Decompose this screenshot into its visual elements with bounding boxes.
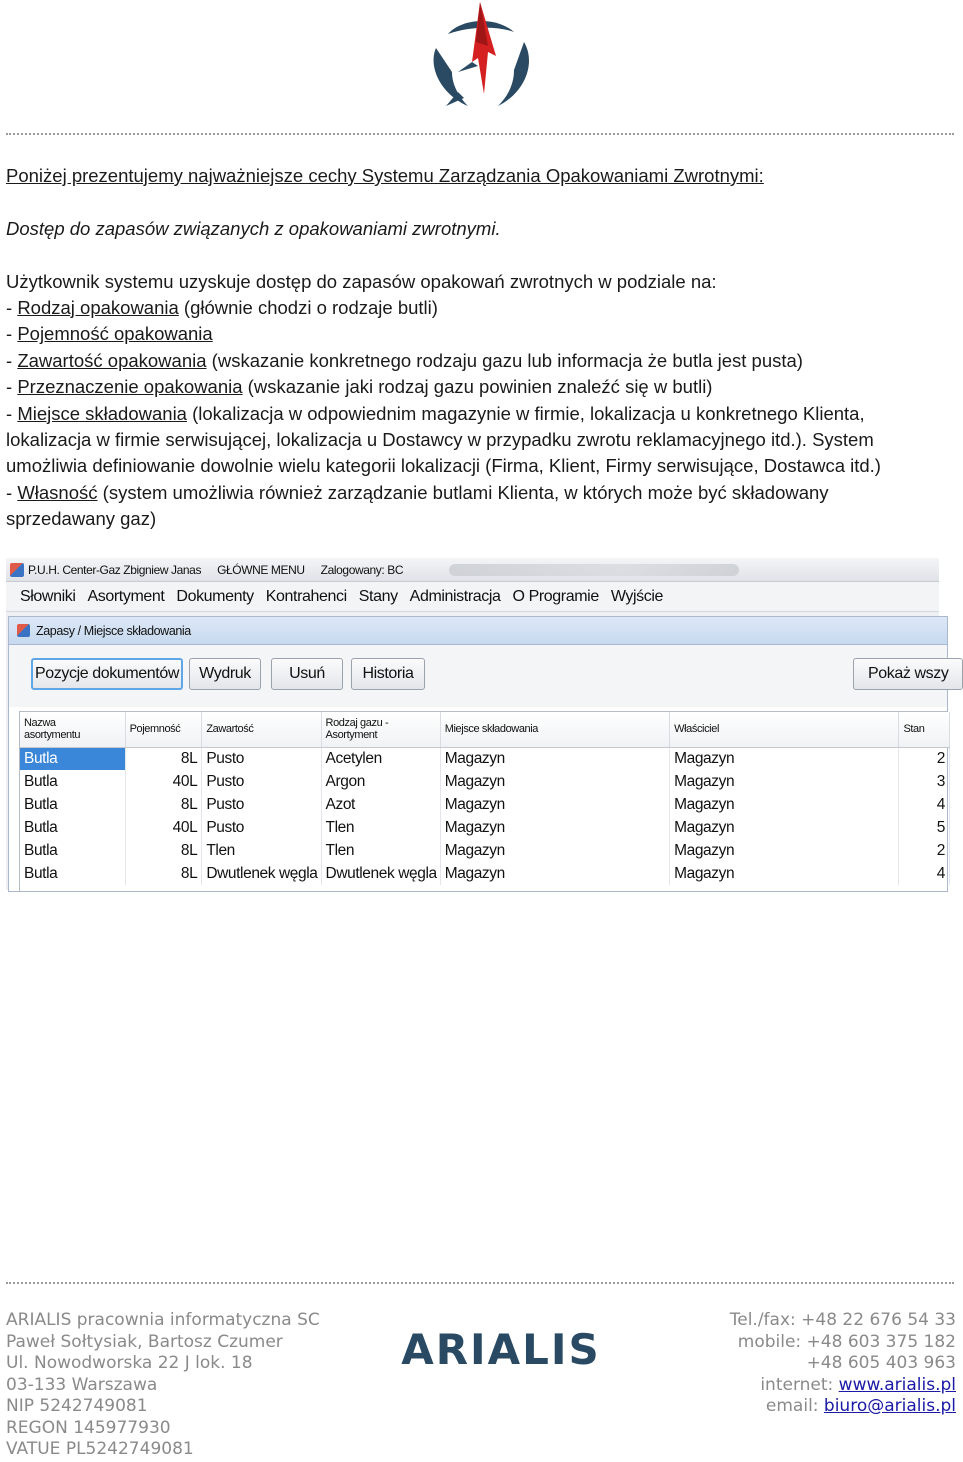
cell-content[interactable]: Pusto — [202, 747, 321, 770]
feature-term: Przeznaczenie opakowania — [17, 376, 243, 398]
feature-item: - Przeznaczenie opakowania (wskazanie jaki rodzaj gazu powinien znaleźć się w butli) — [6, 376, 713, 398]
cell-capacity[interactable]: 8L — [125, 839, 202, 862]
company-city: 03-133 Warszawa — [6, 1374, 158, 1395]
company-address — [6, 1310, 320, 1461]
app-titlebar — [6, 558, 939, 582]
cell-content[interactable]: Tlen — [202, 839, 321, 862]
cell-name[interactable]: Butla — [20, 816, 125, 839]
cell-name[interactable]: Butla — [20, 770, 125, 793]
feature-term: Zawartość opakowania — [17, 349, 207, 371]
menu-item-stany[interactable]: Stany — [358, 587, 398, 605]
page-footer — [6, 1310, 956, 1460]
cell-location[interactable]: Magazyn — [440, 839, 669, 862]
menu-item-wyjscie[interactable]: Wyjście — [610, 587, 663, 605]
cell-gas-type[interactable]: Tlen — [321, 839, 440, 862]
cell-gas-type[interactable]: Argon — [321, 770, 440, 793]
delete-button[interactable]: Usuń — [271, 658, 343, 690]
cell-name[interactable]: Butla — [20, 747, 125, 770]
table-row[interactable] — [20, 770, 950, 793]
cell-capacity[interactable]: 8L — [125, 862, 202, 885]
inventory-table — [20, 712, 950, 885]
contact-internet: internet: www.arialis.pl — [760, 1374, 956, 1395]
cell-gas-type[interactable]: Tlen — [321, 816, 440, 839]
email-link[interactable]: biuro@arialis.pl — [823, 1396, 956, 1416]
inventory-window — [8, 616, 948, 892]
column-header-owner[interactable]: Właściciel — [670, 712, 899, 747]
feature-item: - Miejsce składowania (lokalizacja w odpowiednim magazynie w firmie, lokalizacja u konkretnego Klienta, — [6, 402, 865, 424]
inventory-grid — [19, 711, 947, 891]
feature-continuation: umożliwia definiowanie dowolnie wielu kategorii lokalizacji (Firma, Klient, Firmy serwisujące, Dostawca itd.) — [6, 455, 881, 477]
cell-owner[interactable]: Magazyn — [670, 770, 899, 793]
contact-mobile-1: mobile: +48 603 375 182 — [737, 1331, 956, 1352]
company-street: Ul. Nowodworska 22 J lok. 18 — [6, 1353, 253, 1373]
show-all-button[interactable]: Pokaż wszy — [853, 658, 963, 690]
cell-capacity[interactable]: 40L — [125, 816, 202, 839]
feature-continuation: sprzedawany gaz) — [6, 508, 157, 530]
feature-continuation: lokalizacja w firmie serwisującej, lokalizacja u Dostawcy w przypadku zwrotu reklamacyjnego itd.). System — [6, 429, 874, 451]
cell-location[interactable]: Magazyn — [440, 747, 669, 770]
column-header-content[interactable]: Zawartość — [202, 712, 321, 747]
window-title: Zapasy / Miejsce składowania — [36, 623, 191, 638]
cell-gas-type[interactable]: Acetylen — [321, 747, 440, 770]
contact-phone: Tel./fax: +48 22 676 54 33 — [729, 1310, 956, 1330]
cell-owner[interactable]: Magazyn — [670, 816, 899, 839]
contact-mobile-2: +48 605 403 963 — [806, 1353, 956, 1373]
app-icon — [10, 563, 24, 577]
cell-stock[interactable]: 4 — [899, 862, 950, 885]
app-company-name: P.U.H. Center-Gaz Zbigniew Janas — [28, 562, 202, 577]
cell-content[interactable]: Pusto — [202, 770, 321, 793]
feature-term: Własność — [17, 481, 98, 503]
feature-item: - Rodzaj opakowania (głównie chodzi o rodzaje butli) — [6, 297, 438, 318]
cell-stock[interactable]: 4 — [899, 793, 950, 816]
cell-location[interactable]: Magazyn — [440, 770, 669, 793]
column-header-gas-type[interactable]: Rodzaj gazu - Asortyment — [321, 712, 440, 747]
inventory-toolbar — [9, 645, 947, 707]
cell-location[interactable]: Magazyn — [440, 862, 669, 885]
cell-stock[interactable]: 2 — [899, 839, 950, 862]
feature-term: Pojemność opakowania — [17, 323, 213, 345]
arialis-logo-icon — [386, 1325, 616, 1374]
cell-location[interactable]: Magazyn — [440, 793, 669, 816]
menu-item-dokumenty[interactable]: Dokumenty — [176, 587, 254, 605]
company-regon: REGON 145977930 — [6, 1417, 171, 1438]
cell-stock[interactable]: 5 — [899, 816, 950, 839]
website-link[interactable]: www.arialis.pl — [838, 1374, 956, 1395]
company-owners: Paweł Sołtysiak, Bartosz Czumer — [6, 1331, 283, 1352]
cell-owner[interactable]: Magazyn — [670, 747, 899, 770]
section-heading: Poniżej prezentujemy najważniejsze cechy Systemu Zarządzania Opakowaniami Zwrotnymi: — [6, 165, 764, 186]
cell-capacity[interactable]: 40L — [125, 770, 202, 793]
menu-item-kontrahenci[interactable]: Kontrahenci — [265, 587, 347, 605]
cell-name[interactable]: Butla — [20, 862, 125, 885]
contact-email: email: biuro@arialis.pl — [765, 1396, 956, 1416]
table-row[interactable] — [20, 793, 950, 816]
compass-logo-icon — [418, 2, 542, 110]
cell-capacity[interactable]: 8L — [125, 793, 202, 816]
table-row[interactable] — [20, 816, 950, 839]
company-contacts — [730, 1310, 956, 1418]
company-nip: NIP 5242749081 — [6, 1396, 148, 1416]
column-header-name[interactable]: Nazwa asortymentu — [20, 712, 125, 747]
cell-content[interactable]: Pusto — [202, 793, 321, 816]
blurred-window-title — [449, 564, 739, 576]
table-row[interactable] — [20, 862, 950, 885]
column-header-capacity[interactable]: Pojemność — [125, 712, 202, 747]
feature-item: - Własność (system umożliwia również zarządzanie butlami Klienta, w których może być składowany — [6, 481, 829, 503]
app-menu-title: GŁÓWNE MENU — [217, 562, 305, 577]
window-icon — [17, 624, 30, 637]
feature-term: Miejsce składowania — [17, 402, 187, 424]
app-screenshot — [6, 558, 949, 890]
menu-item-administracja[interactable]: Administracja — [409, 587, 501, 605]
table-row[interactable] — [20, 747, 950, 770]
top-divider — [6, 133, 954, 135]
cell-content[interactable]: Dwutlenek węgla — [202, 862, 321, 885]
menu-item-slowniki[interactable]: Słowniki — [20, 587, 76, 605]
company-name: ARIALIS pracownia informatyczna SC — [6, 1310, 320, 1330]
column-header-stock[interactable]: Stan — [899, 712, 950, 747]
company-vatue: VATUE PL5242749081 — [6, 1439, 194, 1459]
cell-stock[interactable]: 3 — [899, 770, 950, 793]
lead-paragraph: Użytkownik systemu uzyskuje dostęp do zapasów opakowań zwrotnych w podziale na: — [6, 270, 717, 292]
table-row[interactable] — [20, 839, 950, 862]
feature-term: Rodzaj opakowania — [17, 297, 179, 318]
cell-content[interactable]: Pusto — [202, 816, 321, 839]
cell-owner[interactable]: Magazyn — [670, 793, 899, 816]
document-body — [6, 163, 956, 533]
section-subheading: Dostęp do zapasów związanych z opakowaniami zwrotnymi. — [6, 217, 501, 239]
cell-location[interactable]: Magazyn — [440, 816, 669, 839]
inventory-window-titlebar — [9, 617, 947, 645]
arialis-logo-text: ARIALIS — [401, 1325, 601, 1374]
feature-item: - Pojemność opakowania — [6, 323, 213, 345]
cell-capacity[interactable]: 8L — [125, 747, 202, 770]
document-positions-button[interactable]: Pozycje dokumentów — [31, 658, 183, 690]
cell-name[interactable]: Butla — [20, 793, 125, 816]
cell-gas-type[interactable]: Azot — [321, 793, 440, 816]
cell-owner[interactable]: Magazyn — [670, 839, 899, 862]
cell-gas-type[interactable]: Dwutlenek węgla — [321, 862, 440, 885]
app-menubar — [6, 582, 939, 612]
feature-item: - Zawartość opakowania (wskazanie konkretnego rodzaju gazu lub informacja że butla jest pusta) — [6, 349, 803, 371]
table-header-row — [20, 712, 950, 747]
print-button[interactable]: Wydruk — [189, 658, 261, 690]
bottom-divider — [6, 1282, 954, 1284]
app-logged-user: Zalogowany: BC — [320, 562, 404, 577]
cell-owner[interactable]: Magazyn — [670, 862, 899, 885]
column-header-location[interactable]: Miejsce składowania — [440, 712, 669, 747]
menu-item-asortyment[interactable]: Asortyment — [87, 587, 165, 605]
cell-name[interactable]: Butla — [20, 839, 125, 862]
cell-stock[interactable]: 2 — [899, 747, 950, 770]
menu-item-o-programie[interactable]: O Programie — [512, 587, 599, 605]
history-button[interactable]: Historia — [351, 658, 425, 690]
